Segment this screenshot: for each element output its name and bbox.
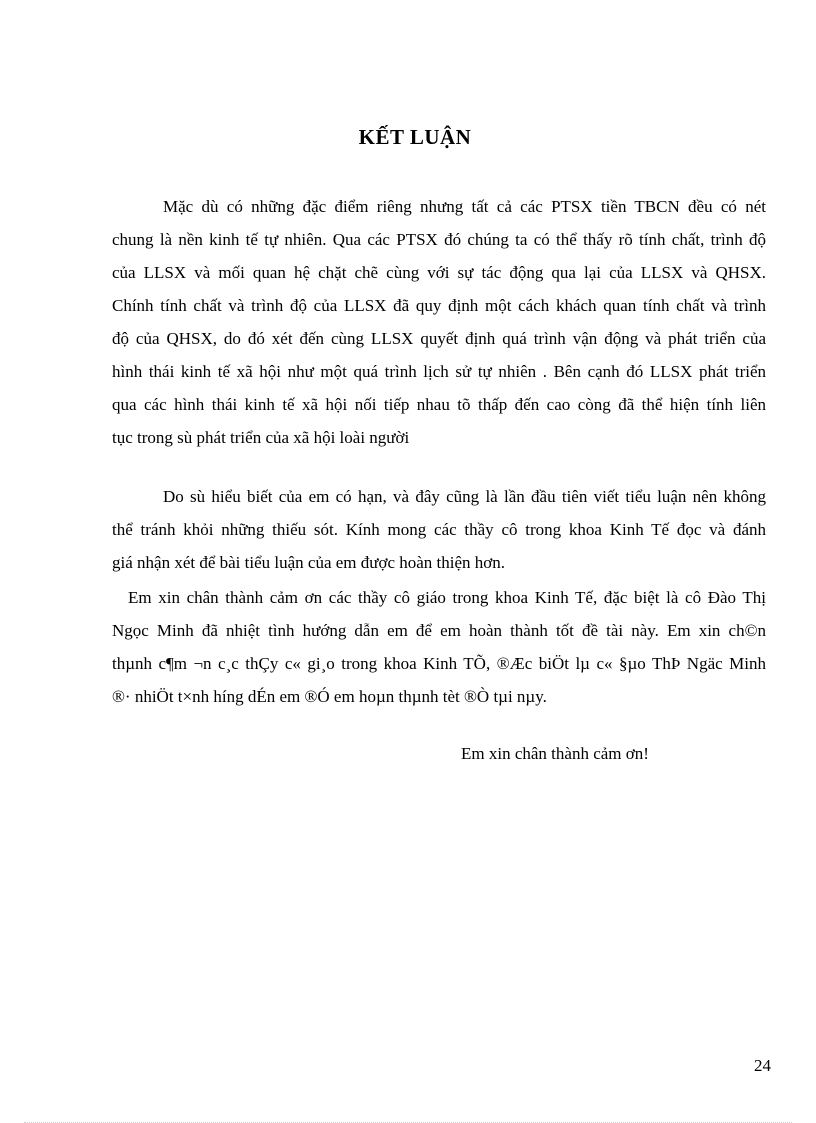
paragraph-2-line-3: giá nhận xét để bài tiểu luận của em được hoàn thiện hơn. [112, 553, 506, 572]
paragraph-3-line-4: ®· nhiÖt t×nh híng dÉn em ®Ó em hoµn thµnh tèt ®Ò tµi nµy. [112, 687, 547, 706]
paragraph-1-line-4: Chính tính chất và trình độ của LLSX đã quy định một cách khách quan tính chất và trình [112, 296, 766, 315]
page-title: KẾT LUẬN [358, 125, 472, 149]
paragraph-2-line-1: Do sù hiểu biết của em có hạn, và đây cũng là lần đầu tiên viết tiểu luận nên không [163, 487, 766, 506]
paragraph-1-line-5: độ của QHSX, do đó xét đến cùng LLSX quyết định quá trình vận động và phát triển của [112, 329, 766, 348]
paragraph-1-line-2: chung là nền kinh tế tự nhiên. Qua các PTSX đó chúng ta có thể thấy rõ tính chất, trình độ [112, 230, 766, 249]
closing-line: Em xin chân thành cảm ơn! [461, 744, 649, 763]
paragraph-2-line-2: thể tránh khỏi những thiếu sót. Kính mong các thầy cô trong khoa Kinh Tế đọc và đánh [112, 520, 766, 539]
paragraph-1-line-8: tục trong sù phát triển của xã hội loài người [112, 428, 410, 447]
paragraph-1-line-1: Mặc dù có những đặc điểm riêng nhưng tất cả các PTSX tiền TBCN đều có nét [163, 197, 766, 216]
page-number: 24 [754, 1056, 771, 1075]
paragraph-3-line-3: thµnh c¶m ¬n c¸c thÇy c« gi¸o trong khoa Kinh TÕ, ®Æc biÖt lµ c« §µo ThÞ Ngäc Minh [112, 654, 766, 673]
paragraph-1-line-6: hình thái kinh tế xã hội như một quá trình lịch sử tự nhiên . Bên cạnh đó LLSX phát triển [112, 362, 766, 381]
paragraph-1-line-3: của LLSX và mối quan hệ chặt chẽ cùng với sự tác động qua lại của LLSX và QHSX. [112, 263, 766, 282]
paragraph-3-line-1: Em xin chân thành cảm ơn các thầy cô giáo trong khoa Kinh Tế, đặc biệt là cô Đào Thị [128, 588, 766, 607]
paragraph-3-line-2: Ngọc Minh đã nhiệt tình hướng dẫn em để em hoàn thành tốt đề tài này. Em xin ch©n [112, 621, 766, 640]
paragraph-1-line-7: qua các hình thái kinh tế xã hội nối tiếp nhau tõ thấp đến cao còng đã thể hiện tính liên [112, 395, 766, 414]
